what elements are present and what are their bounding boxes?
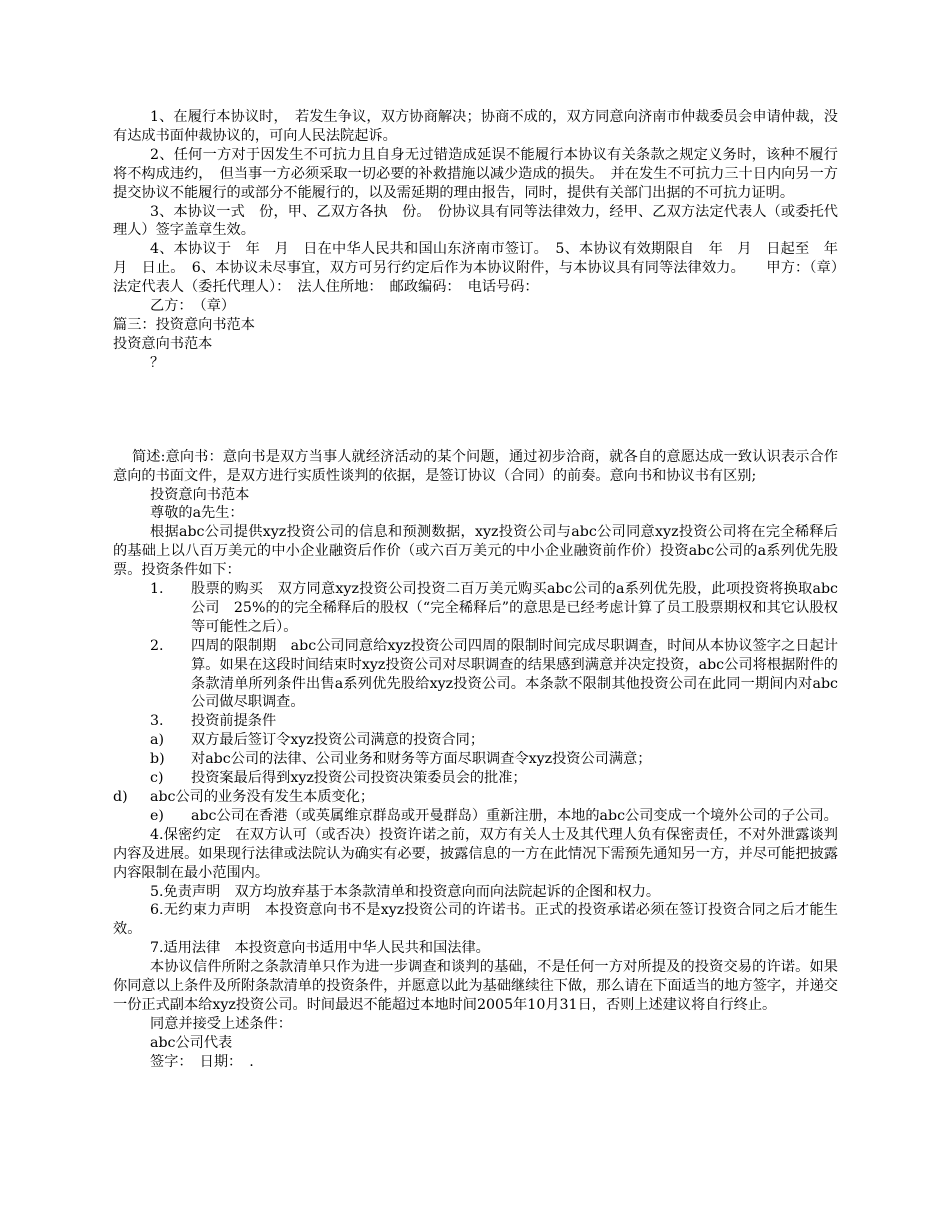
list-marker: 1.: [150, 581, 164, 598]
clause-confidentiality: 4.保密约定 在双方认可（或否决）投资许诺之前，双方有关人士及其代理人负有保密责任，不对外泄露谈判内容及进展。如果现行法律或法院认为确实有必要，披露信息的一方在此情况下需预先通知另一方，并尽可能把披露内容限制在最小范围内。: [113, 826, 838, 881]
closing-signature-date: 签字： 日期： .: [150, 1053, 254, 1070]
list-item: [113, 637, 838, 713]
list-item-text: 股票的购买 双方同意xyz投资公司投资二百万美元购买abc公司的a系列优先股，此项投资将换取abc公司 25%的的完全稀释后的股权（“完全稀释后”的意思是已经考虑计算了员工股票期权和其它认股权等可能性之后）。: [191, 581, 838, 635]
list-item-text: 对abc公司的法律、公司业务和财务等方面尽职调查令xyz投资公司满意；: [191, 751, 652, 768]
list-marker: c): [150, 770, 164, 787]
list-item: [113, 712, 838, 731]
list-marker: 2.: [150, 637, 164, 654]
paragraph-party-b: 乙方： （章）: [150, 298, 236, 315]
list-item: [113, 769, 838, 788]
paragraph-intro: 简述:意向书：意向书是双方当事人就经济活动的某个问题，通过初步洽商，就各自的意愿达成一致认识表示合作意向的书面文件，是双方进行实质性谈判的依据，是签订协议（合同）的前奏。意向书和协议书有区别;: [113, 448, 838, 484]
list-item: [113, 750, 838, 769]
list-marker: a): [150, 732, 164, 749]
paragraph-dispute: 1、在履行本协议时， 若发生争议，双方协商解决；协商不成的，双方同意向济南市仲裁委员会申请仲裁，没有达成书面仲裁协议的，可向人民法院起诉。: [113, 109, 838, 144]
list-marker: b): [150, 751, 165, 768]
clause-non-binding: 6.无约束力声明 本投资意向书不是xyz投资公司的许诺书。正式的投资承诺必须在签订投资合同之后才能生效。: [113, 902, 838, 938]
list-item: [113, 580, 838, 637]
list-item-text: abc公司在香港（或英属维京群岛或开曼群岛）重新注册，本地的abc公司变成一个境外公司的子公司。: [191, 807, 838, 824]
closing-agree: 同意并接受上述条件：: [150, 1015, 292, 1032]
question-mark: ？: [150, 354, 165, 371]
list-item: [113, 807, 838, 826]
paragraph-copies: 3、本协议一式 份，甲、乙双方各执 份。 份协议具有同等法律效力，经甲、乙双方法定代表人（或委托代理人）签字盖章生效。: [113, 203, 838, 239]
list-item-text: 双方最后签订令xyz投资公司满意的投资合同；: [191, 732, 485, 749]
clause-disclaimer: 5.免责声明 双方均放弃基于本条款清单和投资意向而向法院起诉的企图和权力。: [150, 883, 661, 900]
paragraph-signing: 4、本协议于 年 月 日在中华人民共和国山东济南市签订。 5、本协议有效期限自 年 月 日起至 年 月 日止。 6、本协议未尽事宜，双方可另行约定后作为本协议附件，与本协议具有同等法律效力。 甲方：（章） 法定代表人（委托代理人）： 法人住所地： 邮政编码： 电话号码：: [113, 241, 853, 296]
doc-title: 投资意向书范本: [113, 335, 213, 352]
list-marker: d): [113, 789, 128, 805]
list-marker: 3.: [150, 713, 164, 730]
closing-representative: abc公司代表: [150, 1034, 233, 1051]
list-item-text: 四周的限制期 abc公司同意给xyz投资公司四周的限制时间完成尽职调查，时间从本协议签字之日起计算。如果在这段时间结束时xyz投资公司对尽职调查的结果感到满意并决定投资，abc公司将根据附件的条款清单所列条件出售a系列优先股给xyz投资公司。本条款不限制其他投资公司在此同一期间内对abc公司做尽职调查。: [191, 637, 838, 711]
document-page: [113, 108, 853, 1072]
list-item-text: abc公司的业务没有发生本质变化；: [150, 789, 375, 805]
list-item: [113, 731, 838, 750]
list-item-text: 投资前提条件: [191, 713, 277, 730]
list-marker: e): [150, 807, 164, 824]
list-item: [113, 788, 838, 807]
blank-space: [113, 373, 838, 448]
paragraph-force-majeure: 2、任何一方对于因发生不可抗力且自身无过错造成延误不能履行本协议有关条款之规定义务时，该种不履行将不构成违约， 但当事一方必须采取一切必要的补救措施以减少造成的损失。 并在发生不可抗力三十日内向另一方提交协议不能履行的或部分不能履行的，以及需延期的理由报告，同时，提供有关部门出据的不可抗力证明。: [113, 146, 838, 201]
list-item-text: 投资案最后得到xyz投资公司投资决策委员会的批准；: [191, 770, 527, 787]
clause-governing-law: 7.适用法律 本投资意向书适用中华人民共和国法律。: [150, 940, 490, 957]
salutation: 尊敬的a先生：: [150, 505, 244, 522]
paragraph-terms-note: 本协议信件所附之条款清单只作为进一步调查和谈判的基础，不是任何一方对所提及的投资交易的许诺。如果你同意以上条件及所附条款清单的投资条件，并愿意以此为基础继续往下做，那么请在下面适当的地方签字，并递交一份正式副本给xyz投资公司。时间最迟不能超过本地时间2005年10月31日，否则上述建议将自行终止。: [113, 959, 838, 1013]
letter-title: 投资意向书范本: [150, 486, 250, 503]
section-heading: 篇三：投资意向书范本: [113, 316, 255, 333]
paragraph-opening: 根据abc公司提供xyz投资公司的信息和预测数据，xyz投资公司与abc公司同意xyz投资公司将在完全稀释后的基础上以八百万美元的中小企业融资后作价（或六百万美元的中小企业融资前作价）投资abc公司的a系列优先股票。投资条件如下：: [113, 524, 838, 579]
